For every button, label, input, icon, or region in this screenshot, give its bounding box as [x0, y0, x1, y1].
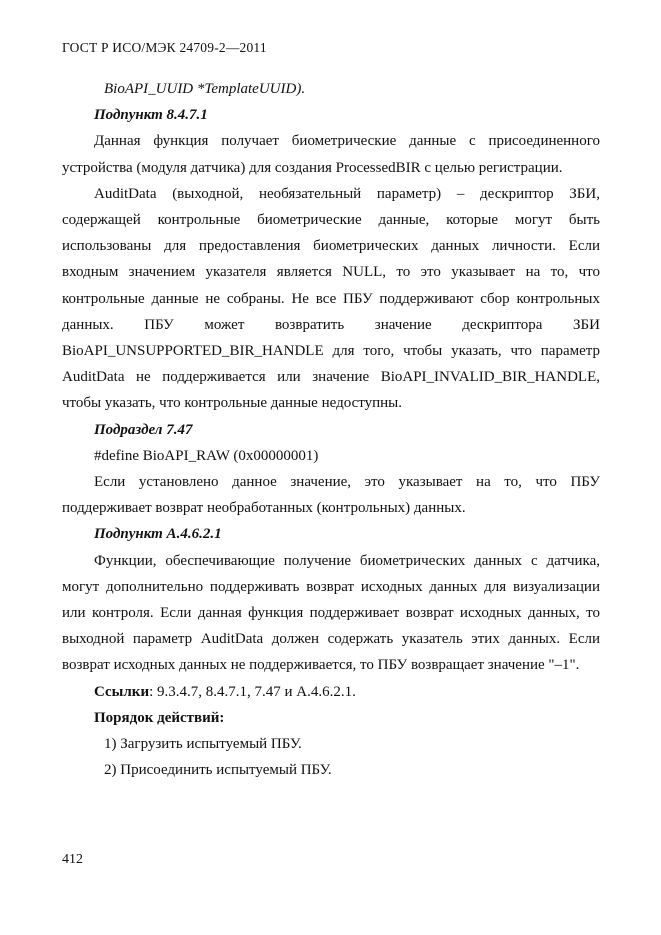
section-heading-a-4-6-2-1: Подпункт A.4.6.2.1	[94, 526, 222, 543]
section-heading-7-47: Подраздел 7.47	[94, 421, 193, 438]
references-line	[62, 679, 600, 705]
paragraph: Если установлено данное значение, это указывает на то, что ПБУ поддерживает возврат необработанных (контрольных) данных.	[62, 474, 600, 517]
paragraph: Данная функция получает биометрические данные с присоединенного устройства (модуля датчика) для создания ProcessedBIR с целью регистрации.	[62, 133, 600, 176]
procedure-label: Порядок действий:	[94, 709, 225, 726]
procedure-step: 1) Загрузить испытуемый ПБУ.	[104, 736, 302, 753]
paragraph: AuditData (выходной, необязательный параметр) – дескриптор ЗБИ, содержащей контрольные биометрические данные, которые могут быть использованы для предоставления биометрических данных личности. Если входным значением указателя является NULL, то это указывает на то, что контрольные данные не собраны. Не все ПБУ поддерживают сбор контрольных данных. ПБУ может возвратить значение дескриптора ЗБИ BioAPI_UNSUPPORTED_BIR_HANDLE для того, чтобы указать, что параметр AuditData не поддерживается или значение BioAPI_INVALID_BIR_HANDLE, чтобы указать, что контрольные данные недоступны.	[62, 185, 600, 412]
section-heading-8-4-7-1: Подпункт 8.4.7.1	[94, 107, 208, 124]
paragraph: Функции, обеспечивающие получение биометрических данных с датчика, могут дополнительно поддерживать возврат исходных данных для визуализации или контроля. Если данная функция поддерживает возврат исходных данных, то выходной параметр AuditData должен содержать указатель этих данных. Если возврат исходных данных не поддерживается, то ПБУ возвращает значение "–1".	[62, 552, 600, 674]
page-number: 412	[62, 852, 83, 867]
references-label: Ссылки	[94, 683, 150, 700]
page-header: ГОСТ Р ИСО/МЭК 24709-2—2011	[62, 40, 267, 55]
define-line: #define BioAPI_RAW (0x00000001)	[94, 447, 319, 464]
document-body	[62, 76, 600, 783]
procedure-step: 2) Присоединить испытуемый ПБУ.	[104, 762, 332, 779]
references-text: : 9.3.4.7, 8.4.7.1, 7.47 и A.4.6.2.1.	[149, 683, 356, 700]
procedure-heading	[62, 705, 600, 731]
code-continuation: BioAPI_UUID *TemplateUUID).	[104, 81, 306, 97]
